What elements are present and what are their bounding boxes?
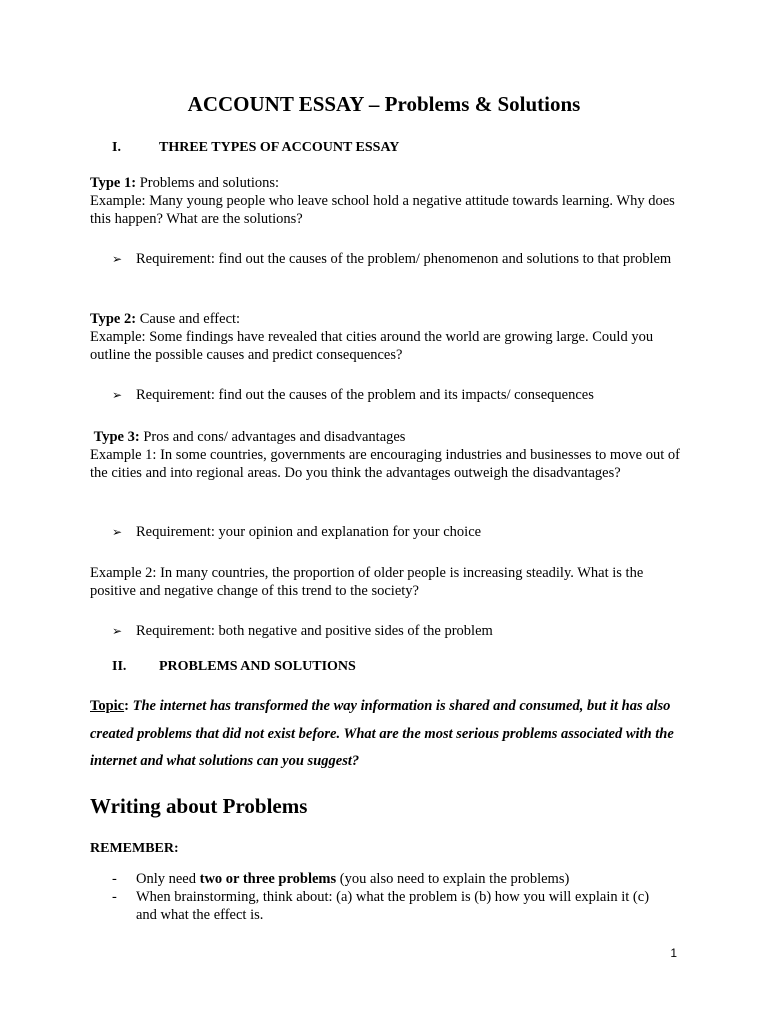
topic-paragraph <box>90 693 690 776</box>
arrow-bullet-icon: ➢ <box>112 388 123 402</box>
remember-text-post: (you also need to explain the problems) <box>336 871 570 887</box>
section-title: THREE TYPES OF ACCOUNT ESSAY <box>159 140 400 155</box>
type-label: Type 1: <box>90 175 137 191</box>
requirement-item <box>112 622 672 640</box>
remember-text: When brainstorming, think about: (a) what the problem is (b) how you will explain it (c) and what the effect is. <box>136 889 650 923</box>
type-example: Example 1: In some countries, governments are encouraging industries and businesses to move out of the cities and into regional areas. Do you think the advantages outweigh the disadvantages? <box>90 447 680 481</box>
remember-item <box>112 870 672 888</box>
page-title: ACCOUNT ESSAY – Problems & Solutions <box>187 92 581 116</box>
section-number: II. <box>112 659 127 674</box>
section-heading-problems: Writing about Problems <box>90 794 308 818</box>
example-2-paragraph <box>90 564 690 600</box>
type-1-paragraph <box>90 174 690 228</box>
type-3-paragraph <box>90 428 690 482</box>
arrow-bullet-icon: ➢ <box>112 252 123 266</box>
topic-colon: : <box>124 698 133 714</box>
requirement-text: Requirement: both negative and positive sides of the problem <box>136 623 493 639</box>
topic-label: Topic <box>90 698 125 714</box>
requirement-item <box>112 523 672 541</box>
arrow-bullet-icon: ➢ <box>112 525 123 539</box>
remember-label: REMEMBER: <box>90 841 179 856</box>
topic-text: The internet has transformed the way information is shared and consumed, but it has also created problems that did not exist before. What are the most serious problems associated with the internet and what solutions can you suggest? <box>90 698 674 769</box>
type-example: Example: Some findings have revealed that cities around the world are growing large. Could you outline the possible causes and predict consequences? <box>90 329 654 363</box>
requirement-text: Requirement: find out the causes of the problem/ phenomenon and solutions to that problem <box>136 251 672 267</box>
page-number: 1 <box>670 946 677 960</box>
arrow-bullet-icon: ➢ <box>112 624 123 638</box>
type-label: Type 2: <box>90 311 137 327</box>
type-example: Example 2: In many countries, the proportion of older people is increasing steadily. What is the positive and negative change of this trend to the society? <box>90 565 644 599</box>
section-title: PROBLEMS AND SOLUTIONS <box>159 659 356 674</box>
section-number: I. <box>112 140 121 155</box>
type-2-paragraph <box>90 310 690 364</box>
remember-text-pre: Only need <box>136 871 200 887</box>
dash-bullet: - <box>112 871 117 887</box>
remember-item <box>112 888 672 924</box>
requirement-item <box>112 250 672 268</box>
requirement-text: Requirement: your opinion and explanation for your choice <box>136 524 482 540</box>
type-example: Example: Many young people who leave school hold a negative attitude towards learning. Why does this happen? What are the solutions? <box>90 193 675 227</box>
dash-bullet: - <box>112 889 117 905</box>
type-name: Problems and solutions: <box>136 175 280 191</box>
requirement-text: Requirement: find out the causes of the problem and its impacts/ consequences <box>136 387 594 403</box>
type-label: Type 3: <box>93 429 140 445</box>
type-name: Pros and cons/ advantages and disadvantages <box>139 429 406 445</box>
type-name: Cause and effect: <box>136 311 241 327</box>
remember-text-bold: two or three problems <box>199 871 337 887</box>
requirement-item <box>112 386 672 404</box>
